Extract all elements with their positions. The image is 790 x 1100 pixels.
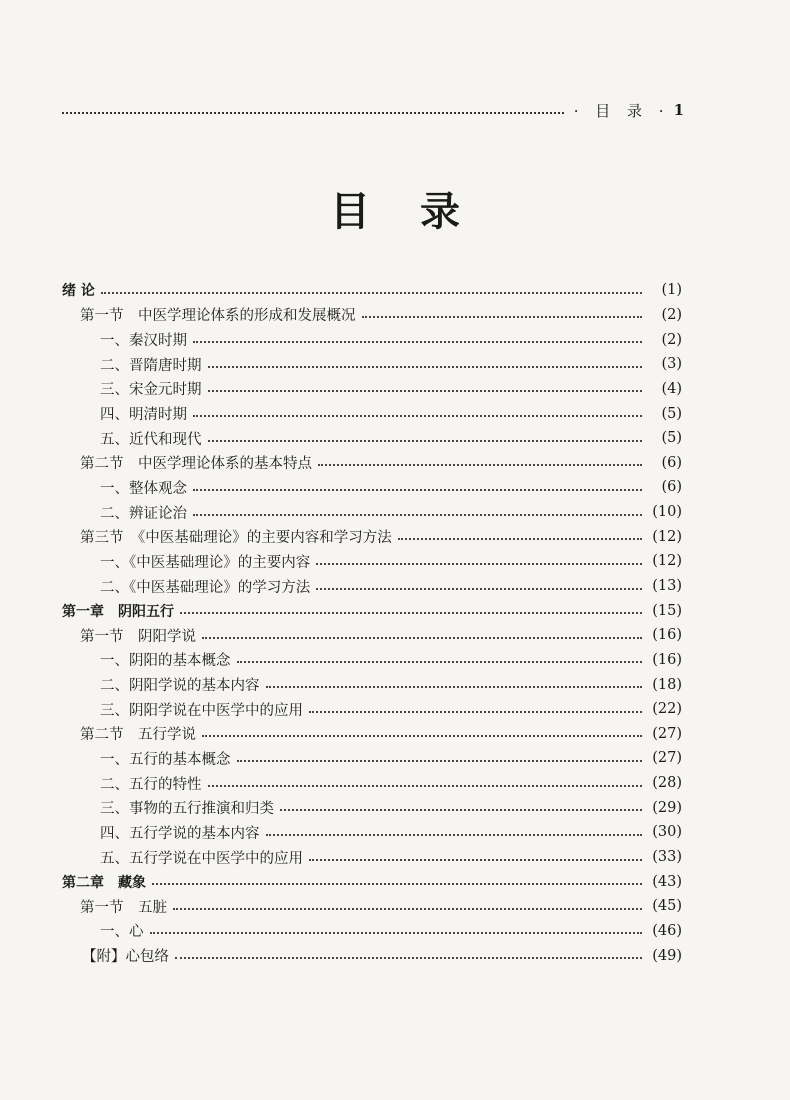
toc-entry-title: 绪 论 [62,283,95,300]
dot-leader [280,809,642,811]
dot-leader [180,612,642,614]
toc-entry [62,574,682,599]
dot-leader [193,415,642,417]
dot-leader [316,588,642,590]
dot-leader [152,883,642,885]
toc-entry [62,623,682,648]
toc-entry [62,869,682,894]
toc-entry-page: (12) [652,528,682,545]
header-page-number: 1 [673,101,684,119]
toc-entry [62,845,682,870]
toc-entry [62,894,682,919]
toc-entry-title: 三、宋金元时期 [100,382,202,399]
toc-entry-title: 第二节 五行学说 [80,727,196,744]
toc-entry [62,746,682,771]
toc-entry-page: (16) [652,651,682,668]
dot-leader [208,440,643,442]
toc-entry-title: 一、心 [100,924,144,941]
toc-entry [62,549,682,574]
toc-entry-title: 二、五行的特性 [100,776,202,793]
dot-leader [193,341,642,343]
toc-entry-page: (43) [652,873,682,890]
toc-entry-title: 一、秦汉时期 [100,333,187,350]
toc-entry-title: 一、整体观念 [100,480,187,497]
toc-entry-page: (5) [661,405,682,422]
toc-entry-page: (30) [652,824,682,841]
dot-leader [309,859,642,861]
toc-entry-title: 四、五行学说的基本内容 [100,825,260,842]
toc-entry-page: (3) [661,356,682,373]
toc-entry-page: (13) [652,578,682,594]
toc-entry-title: 四、明清时期 [100,407,187,424]
toc-entry [62,722,682,747]
toc-entry [62,919,682,944]
toc-entry-title: 第三节 《中医基础理论》的主要内容和学习方法 [80,530,392,547]
toc-entry-page: (16) [652,627,682,644]
toc-entry-title: 第一节 中医学理论体系的形成和发展概况 [80,308,356,325]
toc-entry-page: (5) [661,430,682,447]
toc-entry-title: 一、《中医基础理论》的主要内容 [100,554,311,571]
toc-entry [62,598,682,623]
page-title: 目录 [330,189,510,235]
header-dotted-rule [62,112,564,114]
toc-entry [62,377,682,402]
dot-leader [237,760,643,762]
dot-leader [318,464,642,466]
toc-entry [62,795,682,820]
toc-entry-page: (12) [652,553,682,570]
toc-entry-title: 第一章 阴阳五行 [62,603,174,620]
dot-leader [101,292,642,294]
toc-entry-title: 一、五行的基本概念 [100,751,231,768]
dot-leader [208,785,643,787]
toc-entry-title: 第一节 五脏 [80,899,167,916]
toc-entry-title: 第二章 藏象 [62,874,146,891]
toc-entry-page: (46) [652,922,682,939]
toc-entry-page: (45) [652,898,682,915]
dot-leader [175,957,642,959]
dot-leader [202,735,642,737]
toc-entry-page: (4) [661,380,682,397]
toc-entry-page: (2) [661,306,682,323]
toc-entry [62,352,682,377]
toc-entry-title: 第一节 阴阳学说 [80,628,196,645]
toc-entry-title: 五、近代和现代 [100,431,202,448]
toc-entry [62,672,682,697]
toc-entry [62,401,682,426]
toc-entry-title: 二、《中医基础理论》的学习方法 [100,579,311,596]
dot-leader [208,366,643,368]
toc-entry [62,820,682,845]
toc-entry [62,278,682,303]
toc-entry [62,475,682,500]
toc-entry [62,327,682,352]
toc-entry-page: (15) [652,602,682,619]
toc-entry-title: 一、阴阳的基本概念 [100,653,231,670]
dot-leader [150,932,643,934]
toc-entry-title: 【附】心包络 [82,949,169,966]
toc-entry-page: (27) [652,750,682,767]
dot-leader [193,489,642,491]
toc-entry-title: 二、阴阳学说的基本内容 [100,678,260,695]
dot-leader [237,661,643,663]
toc-entry-title: 三、阴阳学说在中医学中的应用 [100,702,303,719]
running-header [62,98,684,122]
toc-entry-page: (10) [652,504,682,521]
dot-leader [193,514,642,516]
toc-entry-page: (27) [652,725,682,742]
dot-leader [266,686,643,688]
toc-entry-page: (29) [652,799,682,816]
toc-entry [62,450,682,475]
toc-entry-title: 三、事物的五行推演和归类 [100,801,274,818]
toc-entry-title: 第二节 中医学理论体系的基本特点 [80,456,312,473]
toc-entry-page: (18) [652,676,682,693]
toc-entry-page: (49) [652,947,682,964]
toc-entry [62,697,682,722]
dot-leader [202,637,642,639]
toc-entry-title: 二、辨证论治 [100,505,187,522]
toc-entry-page: (28) [652,775,682,792]
dot-leader [398,538,642,540]
toc-entry-page: (6) [661,479,682,496]
toc-entry-title: 五、五行学说在中医学中的应用 [100,850,303,867]
toc-entry [62,524,682,549]
toc-entry-title: 二、晋隋唐时期 [100,357,202,374]
header-label: · 目 录 · [573,101,670,120]
table-of-contents [62,278,682,968]
toc-entry [62,303,682,328]
toc-entry [62,500,682,525]
toc-entry [62,426,682,451]
toc-entry [62,771,682,796]
toc-entry-page: (2) [661,331,682,348]
dot-leader [208,390,643,392]
dot-leader [316,563,642,565]
dot-leader [173,908,642,910]
dot-leader [309,711,642,713]
toc-entry-page: (6) [661,454,682,471]
toc-entry [62,648,682,673]
toc-entry [62,943,682,968]
toc-entry-page: (33) [652,849,682,866]
toc-entry-page: (1) [661,282,682,299]
dot-leader [266,834,643,836]
dot-leader [362,316,643,318]
toc-entry-page: (22) [652,701,682,718]
